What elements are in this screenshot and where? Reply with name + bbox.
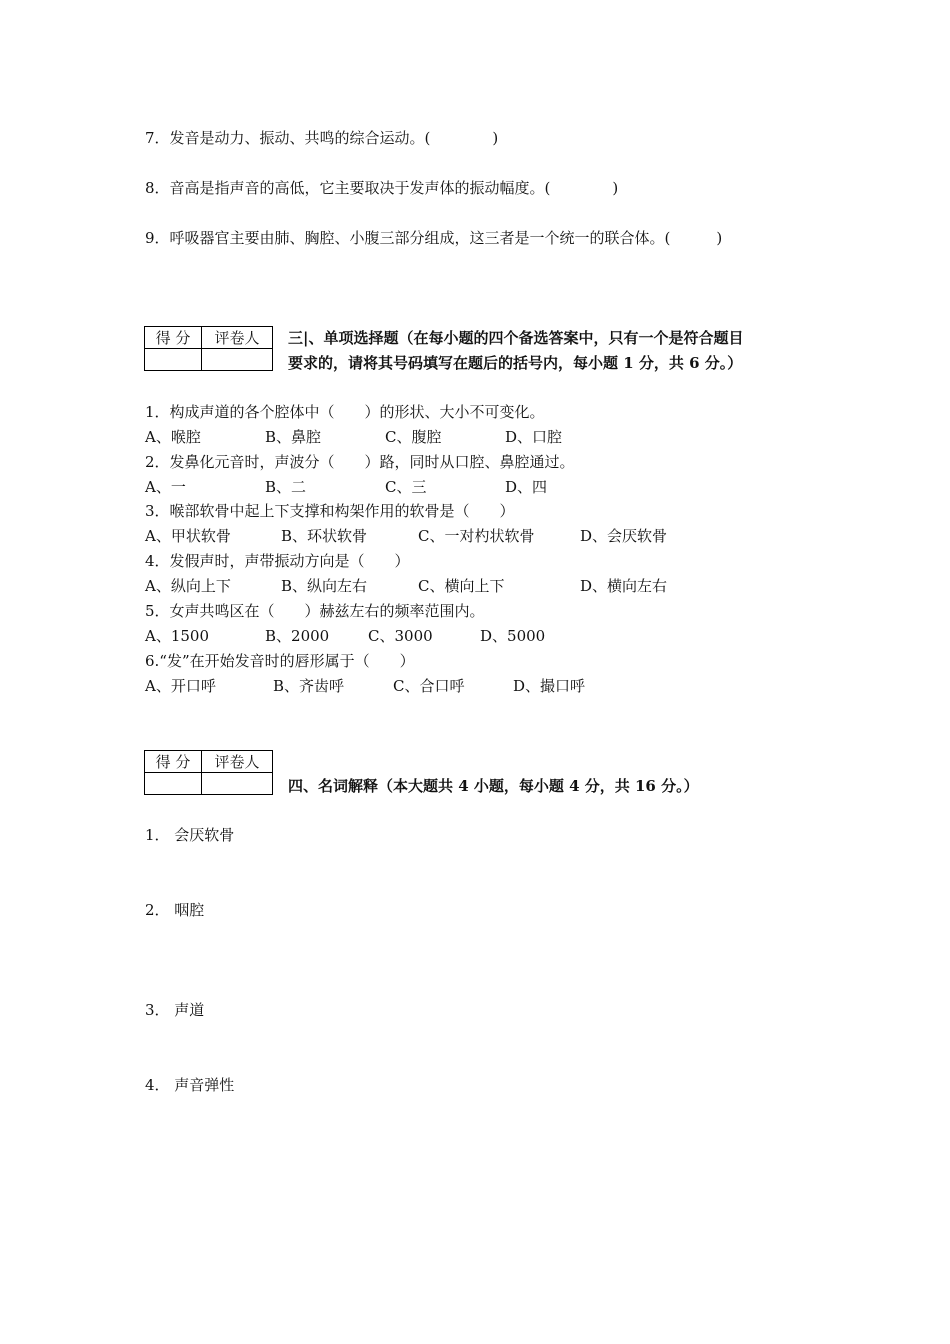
judgement-item: [145, 128, 498, 148]
question-number: 8．: [145, 179, 170, 197]
mcq-option: C、横向上下: [418, 577, 505, 595]
mcq-option: A、1500: [145, 627, 210, 645]
mcq-option: C、腹腔: [385, 428, 442, 446]
mcq-question: 4．发假声时，声带振动方向是（ ）: [145, 552, 410, 570]
question-text: 音高是指声音的高低，它主要取决于发声体的振动幅度。(: [169, 179, 551, 197]
mcq-option: C、一对杓状软骨: [418, 527, 535, 545]
mcq-option: B、二: [265, 478, 307, 496]
section-3-heading-cont: 要求的，请将其号码填写在题后的括号内，每小题 1 分，共 6 分。）: [288, 354, 743, 372]
mcq-option: A、甲状软骨: [145, 527, 231, 545]
mcq-option: B、鼻腔: [265, 428, 322, 446]
mcq-option: A、一: [145, 478, 186, 496]
question-text: 呼吸器官主要由肺、胸腔、小腹三部分组成，这三者是一个统一的联合体。(: [169, 229, 671, 247]
section-4-heading: 四、名词解释（本大题共 4 小题，每小题 4 分，共 16 分。）: [288, 777, 699, 795]
question-text: 发音是动力、振动、共鸣的综合运动。(: [169, 129, 431, 147]
judgement-item: [145, 228, 722, 248]
term-item: 2． 咽腔: [145, 901, 205, 919]
grader-cell[interactable]: [202, 349, 273, 371]
mcq-option: B、齐齿呼: [273, 677, 345, 695]
mcq-option: A、纵向上下: [145, 577, 231, 595]
mcq-option: D、横向左右: [580, 577, 668, 595]
answer-bracket: ): [492, 129, 499, 147]
answer-bracket: ): [612, 179, 619, 197]
score-table: [144, 750, 273, 795]
mcq-option: D、5000: [480, 627, 546, 645]
term-item: 1． 会厌软骨: [145, 826, 235, 844]
mcq-option: B、2000: [265, 627, 330, 645]
mcq-option: B、环状软骨: [281, 527, 368, 545]
mcq-option: C、合口呼: [393, 677, 465, 695]
section-3-heading: 三|、单项选择题（在每小题的四个备选答案中，只有一个是符合题目: [288, 329, 744, 347]
question-number: 9．: [145, 229, 170, 247]
score-table: [144, 326, 273, 371]
score-cell[interactable]: [145, 773, 202, 795]
mcq-question: 1．构成声道的各个腔体中（ ）的形状、大小不可变化。: [145, 403, 545, 421]
mcq-option: C、三: [385, 478, 427, 496]
mcq-option: C、3000: [368, 627, 433, 645]
mcq-option: A、开口呼: [145, 677, 216, 695]
score-label: 得 分: [145, 327, 202, 349]
mcq-question: 3．喉部软骨中起上下支撑和构架作用的软骨是（ ）: [145, 502, 515, 520]
score-cell[interactable]: [145, 349, 202, 371]
mcq-question: 6.“发”在开始发音时的唇形属于（ ）: [145, 652, 415, 670]
question-number: 7．: [145, 129, 170, 147]
score-label: 得 分: [145, 751, 202, 773]
term-item: 4． 声音弹性: [145, 1076, 235, 1094]
mcq-option: D、会厌软骨: [580, 527, 668, 545]
term-item: 3． 声道: [145, 1001, 205, 1019]
mcq-question: 2．发鼻化元音时，声波分（ ）路，同时从口腔、鼻腔通过。: [145, 453, 575, 471]
grader-label: 评卷人: [202, 327, 273, 349]
mcq-option: D、口腔: [505, 428, 563, 446]
grader-label: 评卷人: [202, 751, 273, 773]
mcq-option: D、撮口呼: [513, 677, 586, 695]
mcq-option: A、喉腔: [145, 428, 201, 446]
answer-bracket: ): [716, 229, 723, 247]
mcq-option: D、四: [505, 478, 548, 496]
judgement-item: [145, 178, 618, 198]
mcq-option: B、纵向左右: [281, 577, 368, 595]
mcq-question: 5．女声共鸣区在（ ）赫兹左右的频率范围内。: [145, 602, 485, 620]
grader-cell[interactable]: [202, 773, 273, 795]
